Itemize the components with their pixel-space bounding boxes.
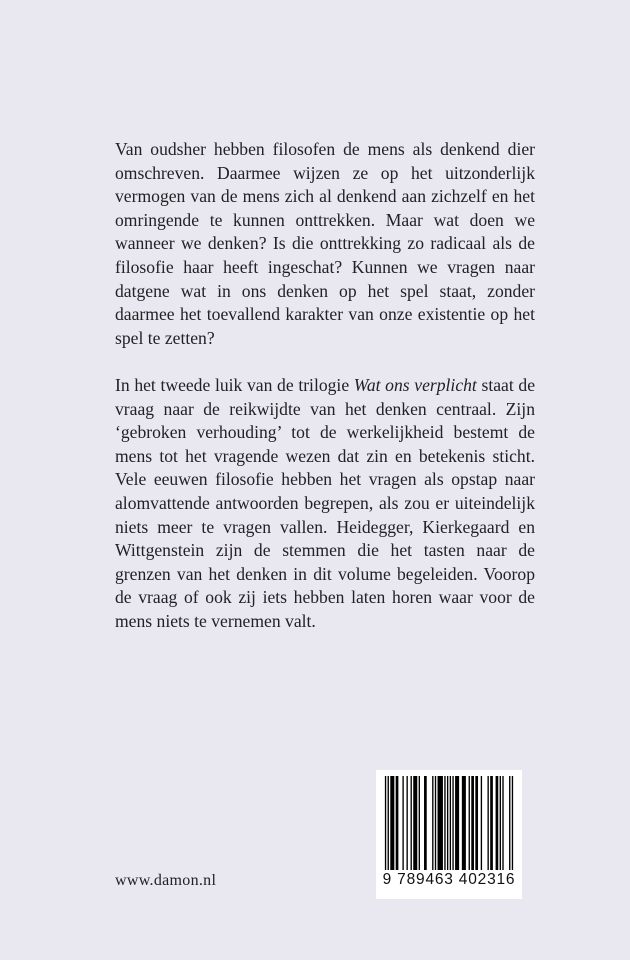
blurb-paragraph-2 xyxy=(115,374,535,634)
barcode-bar-9 xyxy=(424,776,427,870)
barcode-bar-0 xyxy=(385,776,386,870)
blurb-paragraph-2-end: staat de vraag naar de reikwijdte van het denken centraal. Zijn ‘gebroken verhouding’ tot de werkelijkheid bestemt de mens tot het vragende wezen dat zin en betekenis sticht. Vele eeuwen filosofie hebben het vragen als opstap naar alomvattende antwoorden begrepen, als zou er uiteindelijk niets meer te vragen vallen. Heidegger, Kierkegaard en Wittgenstein zijn de stemmen die het tasten naar de grenzen van het denken in dit volume begeleiden. Voorop de vraag of ook zij iets hebben laten horen waar voor de mens niets te vernemen valt. xyxy=(115,374,535,631)
barcode-bar-28 xyxy=(509,776,510,870)
blurb-paragraph-1: Van oudsher hebben filosofen de mens als denkend dier omschreven. Daarmee wijzen ze op het uitzonderlijk vermogen van de mens zich al denkend aan zichzelf en het omringende te kunnen onttrekken. Maar wat doen we wanneer we denken? Is die onttrekking zo radicaal als de filosofie haar heeft ingeschat? Kunnen we vragen naar datgene wat in ons denken op het spel staat, zonder daarmee het toevallend karakter van onze existentie op het spel te zetten? xyxy=(115,139,535,348)
barcode-bar-1 xyxy=(388,776,389,870)
barcode-bar-27 xyxy=(502,776,503,870)
back-cover-blurb xyxy=(115,138,535,633)
barcode-bar-19 xyxy=(469,776,470,870)
blurb-paragraph-2-start: In het tweede luik van de trilogie xyxy=(115,374,354,395)
barcode-bar-7 xyxy=(413,776,417,870)
series-title: Wat ons verplicht xyxy=(353,374,477,395)
isbn-barcode xyxy=(376,770,522,899)
barcode-bar-16 xyxy=(452,776,453,870)
barcode-bar-21 xyxy=(475,776,478,870)
barcode-bar-3 xyxy=(396,776,399,870)
barcode-bar-29 xyxy=(512,776,513,870)
barcode-bar-23 xyxy=(487,776,488,870)
barcode-bar-12 xyxy=(438,776,443,870)
barcode-bar-26 xyxy=(500,776,501,870)
barcode-bar-13 xyxy=(444,776,445,870)
barcode-bar-6 xyxy=(411,776,412,870)
barcode-bar-8 xyxy=(419,776,420,870)
barcode-bar-18 xyxy=(462,776,466,870)
publisher-website: www.damon.nl xyxy=(115,872,217,889)
barcode-bar-14 xyxy=(447,776,448,870)
barcode-bar-5 xyxy=(406,776,407,870)
barcode-bar-2 xyxy=(390,776,394,870)
isbn-digits: 9 789463 402316 xyxy=(382,871,516,888)
barcode-bar-11 xyxy=(435,776,436,870)
barcode-bar-4 xyxy=(402,776,403,870)
barcode-bar-22 xyxy=(481,776,482,870)
barcode-bar-25 xyxy=(496,776,499,870)
barcode-bar-20 xyxy=(471,776,474,870)
barcode-bar-24 xyxy=(490,776,493,870)
barcode-bar-17 xyxy=(455,776,459,870)
barcode-bar-10 xyxy=(432,776,433,870)
barcode-bar-15 xyxy=(450,776,451,870)
